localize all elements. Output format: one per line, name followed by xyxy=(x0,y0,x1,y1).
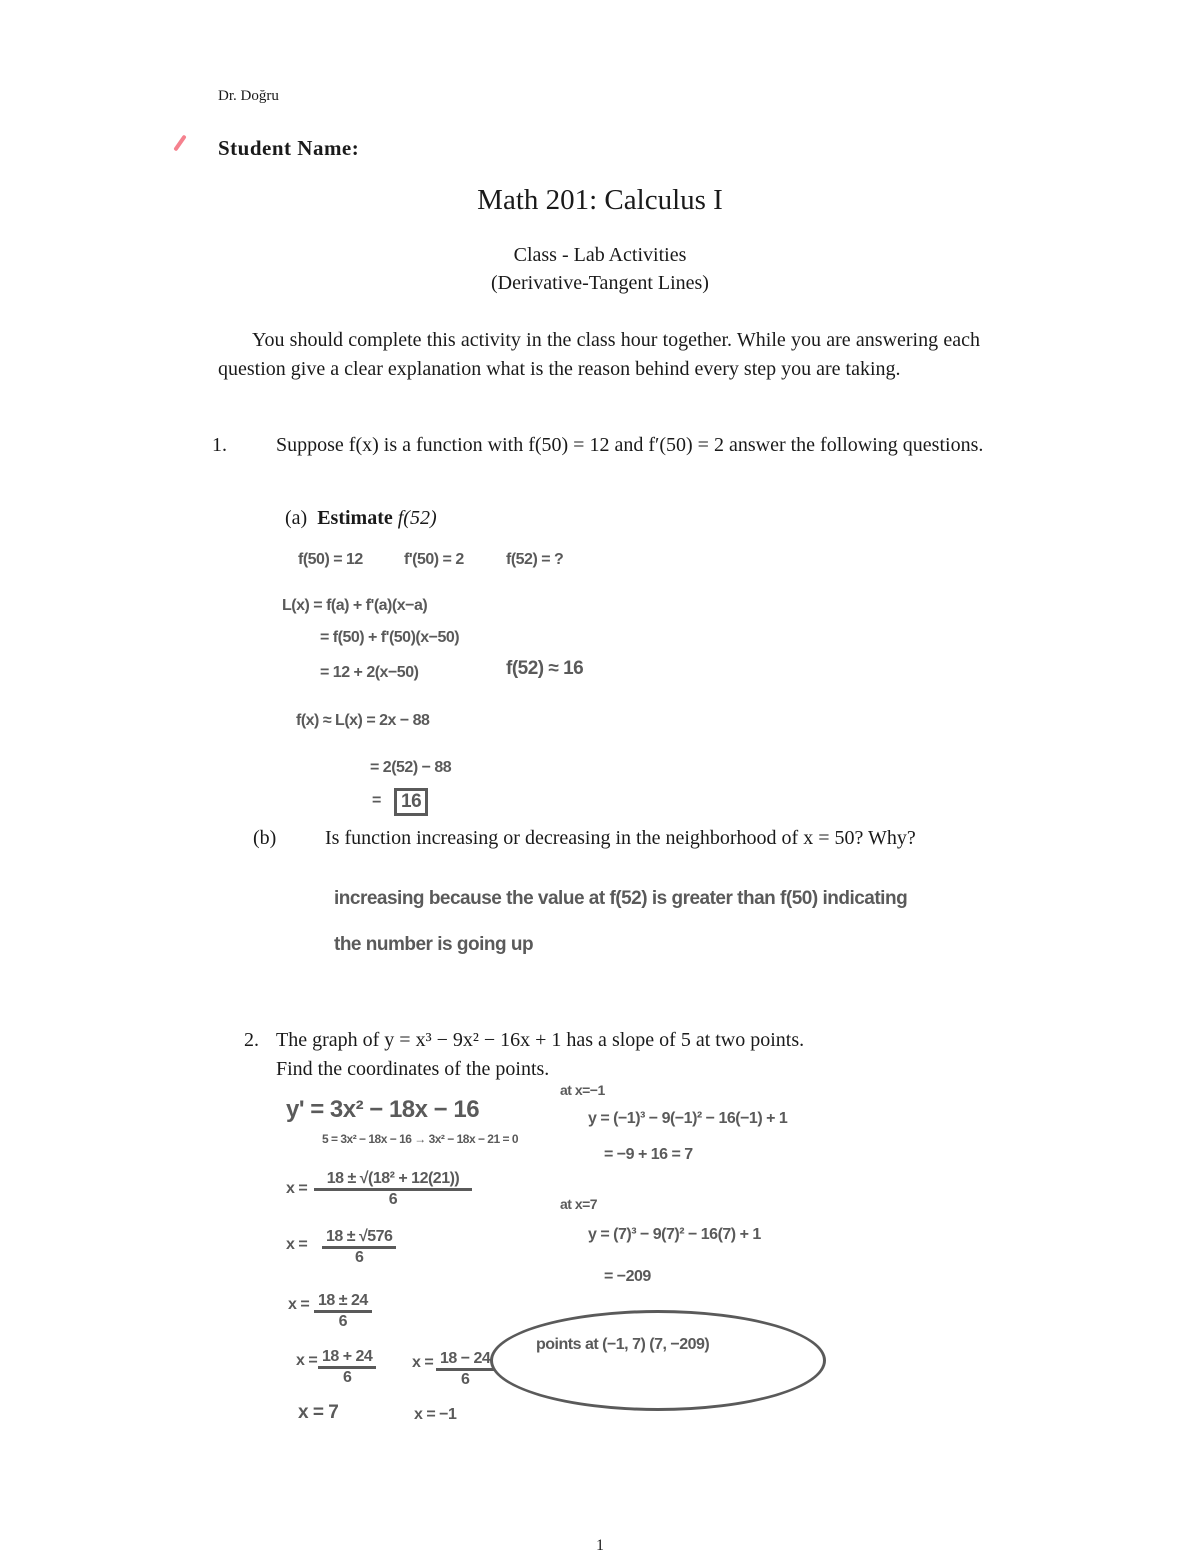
hw-eval-2-result: = −209 xyxy=(604,1268,651,1285)
subtitle-line-2: (Derivative-Tangent Lines) xyxy=(491,272,709,294)
hw-eval-1: y = (−1)³ − 9(−1)² − 16(−1) + 1 xyxy=(588,1110,788,1127)
hw-side-result: f(52) ≈ 16 xyxy=(506,658,584,679)
question-text: Suppose f(x) is a function with f(50) = 12 and f′(50) = 2 answer the following questions. xyxy=(276,434,984,456)
hw-quad3-fraction xyxy=(314,1292,372,1331)
part-prompt: Is function increasing or decreasing in the neighborhood of x = 50? Why? xyxy=(325,827,916,849)
hw-answer-1b-line2: the number is going up xyxy=(334,934,534,955)
hw-approx-line: f(x) ≈ L(x) = 2x − 88 xyxy=(296,712,430,729)
numerator: 18 − 24 xyxy=(436,1350,494,1371)
hw-linearization-1: L(x) = f(a) + f'(a)(x−a) xyxy=(282,597,428,614)
page-title: Math 201: Calculus I xyxy=(477,184,723,216)
hw-eval-2: y = (7)³ − 9(7)² − 16(7) + 1 xyxy=(588,1226,761,1243)
denominator: 6 xyxy=(342,1369,352,1386)
hw-quad3-lhs: x = xyxy=(288,1296,310,1313)
question-number: 1. xyxy=(212,434,227,456)
numerator: 18 + 24 xyxy=(318,1348,376,1369)
question-number: 2. xyxy=(244,1029,259,1051)
hw-quad2-fraction xyxy=(322,1228,396,1267)
hw-derivative-equation: 5 = 3x² − 18x − 16 → 3x² − 18x − 21 = 0 xyxy=(322,1132,518,1146)
hw-substitution: = 2(52) − 88 xyxy=(370,759,452,776)
hw-at-label-2: at x=7 xyxy=(560,1196,598,1212)
hw-minus-lhs: x = xyxy=(412,1354,434,1371)
hw-given-2: f'(50) = 2 xyxy=(404,551,464,568)
hw-derivative: y' = 3x² − 18x − 16 xyxy=(286,1096,480,1123)
question-1a xyxy=(285,507,437,530)
hw-given-3: f(52) = ? xyxy=(506,551,564,568)
part-label: (a) xyxy=(285,507,308,529)
hw-quad2-lhs: x = xyxy=(286,1236,308,1253)
question-1b xyxy=(253,824,1027,853)
denominator: 6 xyxy=(460,1371,470,1388)
denominator: 6 xyxy=(338,1313,348,1330)
hw-minus-fraction xyxy=(436,1350,494,1389)
hw-root-1: x = 7 xyxy=(298,1402,339,1423)
part-prompt-bold: Estimate xyxy=(317,507,393,529)
hw-root-2: x = −1 xyxy=(414,1406,457,1423)
denominator: 6 xyxy=(388,1191,398,1208)
part-label: (b) xyxy=(253,827,277,849)
hw-equals: = xyxy=(372,792,381,809)
question-text-line2: Find the coordinates of the points. xyxy=(276,1057,550,1080)
subtitle-line-1: Class - Lab Activities xyxy=(513,244,687,266)
instructor-name: Dr. Doğru xyxy=(218,88,279,104)
answer-ellipse xyxy=(490,1310,826,1411)
denominator: 6 xyxy=(355,1249,364,1266)
hw-answer-1b-line1: increasing because the value at f(52) is greater than f(50) indicating xyxy=(334,888,908,909)
numerator: 18 ± √(18² + 12(21)) xyxy=(314,1170,472,1191)
hw-eval-1-result: = −9 + 16 = 7 xyxy=(604,1146,693,1163)
hw-linearization-2: = f(50) + f'(50)(x−50) xyxy=(320,629,460,646)
hw-quad1-fraction xyxy=(314,1170,472,1209)
hw-plus-lhs: x = xyxy=(296,1352,318,1369)
hw-final-answer: points at (−1, 7) (7, −209) xyxy=(536,1336,710,1353)
hw-given-1: f(50) = 12 xyxy=(298,551,363,568)
part-prompt-expression: f(52) xyxy=(397,507,437,529)
numerator: 18 ± √576 xyxy=(322,1228,396,1249)
hw-at-label-1: at x=−1 xyxy=(560,1082,605,1098)
hw-plus-fraction xyxy=(318,1348,376,1387)
pen-mark-icon xyxy=(173,134,187,151)
hw-linearization-3: = 12 + 2(x−50) xyxy=(320,664,419,681)
hw-quad1-lhs: x = xyxy=(286,1180,308,1197)
hw-boxed-answer: 16 xyxy=(394,788,428,816)
intro-paragraph: You should complete this activity in the class hour together. While you are answering each question give a clear explanation what is the reason behind every step you are taking. xyxy=(218,329,980,380)
question-1 xyxy=(212,431,1016,460)
numerator: 18 ± 24 xyxy=(314,1292,372,1313)
question-text-line1: The graph of y = x³ − 9x² − 16x + 1 has a slope of 5 at two points. xyxy=(276,1029,805,1051)
student-name-label: Student Name: xyxy=(218,136,360,160)
question-2 xyxy=(244,1026,984,1083)
page-number: 1 xyxy=(596,1537,604,1554)
